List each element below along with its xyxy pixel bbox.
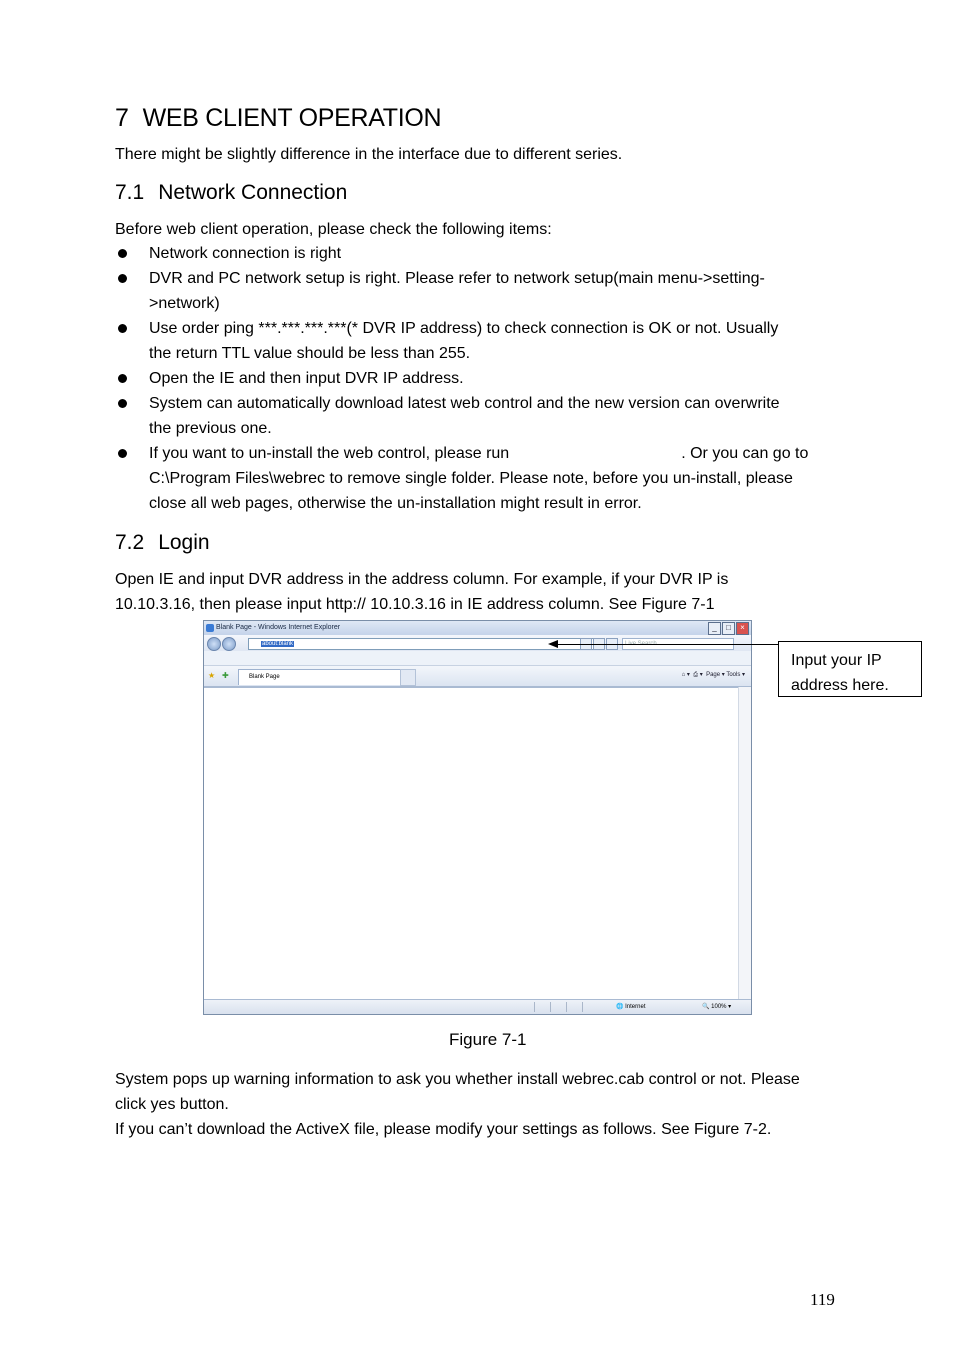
section-title: Network Connection xyxy=(158,181,348,204)
bullet-icon xyxy=(118,374,127,383)
status-bar xyxy=(204,999,751,1014)
callout-box: Input your IP address here. xyxy=(778,641,922,697)
maximize-button[interactable]: □ xyxy=(722,622,735,635)
bullet-icon xyxy=(118,324,127,333)
section-lead: Before web client operation, please check the following items: xyxy=(115,221,552,238)
back-icon[interactable] xyxy=(207,637,221,651)
tab-blank-page[interactable]: Blank Page xyxy=(238,669,410,685)
closing-paragraph: System pops up warning information to ask you whether install webrec.cab control or not. Please click yes button. If you can’t download the ActiveX file, please modify your settings as follows. See Figure 7-2. xyxy=(115,1071,800,1138)
minimize-button[interactable]: _ xyxy=(708,622,721,635)
list-item: DVR and PC network setup is right. Please refer to network setup(main menu->setting- >network) xyxy=(115,266,855,316)
new-tab-button[interactable] xyxy=(400,669,416,686)
window-titlebar xyxy=(204,621,751,635)
chapter-title: WEB CLIENT OPERATION xyxy=(142,104,442,132)
forward-icon[interactable] xyxy=(222,637,236,651)
chapter-heading xyxy=(115,104,441,133)
list-item: Use order ping ***.***.***.***(* DVR IP address) to check connection is OK or not. Usually the return TTL value should be less than 255. xyxy=(115,316,855,366)
address-toolbar xyxy=(204,635,751,651)
ie-browser-window xyxy=(203,620,752,1015)
section-heading-network xyxy=(115,181,347,205)
callout-arrowhead xyxy=(548,640,558,648)
section-title: Login xyxy=(158,531,210,554)
links-toolbar xyxy=(204,651,751,666)
figure-caption: Figure 7-1 xyxy=(449,1030,527,1049)
page-content-area xyxy=(204,687,739,1000)
bullet-icon xyxy=(118,449,127,458)
checklist xyxy=(115,241,855,516)
list-item: Network connection is right xyxy=(115,241,855,266)
login-paragraph: Open IE and input DVR address in the address column. For example, if your DVR IP is 10.10.3.16, then please input http:// 10.10.3.16 in IE address column. See Figure 7-1 xyxy=(115,571,729,613)
print-icon[interactable]: ⎙ ▾ xyxy=(693,672,703,678)
tab-toolbar xyxy=(204,666,751,687)
command-bar[interactable]: ⌂ ▾ ⎙ ▾ Page ▾ Tools ▾ xyxy=(681,672,745,678)
bullet-icon xyxy=(118,274,127,283)
security-zone: 🌐 Internet xyxy=(616,1004,646,1010)
section-number: 7.1 xyxy=(115,181,145,204)
list-item: Open the IE and then input DVR IP address. xyxy=(115,366,855,391)
vertical-scrollbar[interactable] xyxy=(738,687,751,1000)
zoom-level[interactable]: 🔍 100% ▾ xyxy=(702,1004,732,1010)
bullet-icon xyxy=(118,249,127,258)
address-value: about:blank xyxy=(262,641,294,647)
list-item: System can automatically download latest web control and the new version can overwrite the previous one. xyxy=(115,391,855,441)
window-title: Blank Page - Windows Internet Explorer xyxy=(216,624,341,631)
page-number: 119 xyxy=(810,1290,835,1309)
section-number: 7.2 xyxy=(115,531,145,554)
chapter-number: 7 xyxy=(115,104,129,132)
home-icon[interactable]: ⌂ ▾ xyxy=(681,672,690,678)
add-favorites-icon[interactable]: ✚ xyxy=(222,671,229,680)
favorites-star-icon[interactable]: ★ xyxy=(208,671,216,680)
intro-paragraph: There might be slightly difference in the interface due to different series. xyxy=(115,146,623,163)
close-button[interactable]: × xyxy=(736,622,749,635)
ie-logo-icon xyxy=(206,624,214,632)
list-item: If you want to un-install the web control, please run . Or you can go to C:\Program Files\webrec to remove single folder. Please note, before you un-install, please close all web pages, otherwise the un-installation might result in error. xyxy=(115,441,855,516)
callout-arrow-line xyxy=(556,644,778,645)
bullet-icon xyxy=(118,399,127,408)
section-heading-login xyxy=(115,531,210,555)
